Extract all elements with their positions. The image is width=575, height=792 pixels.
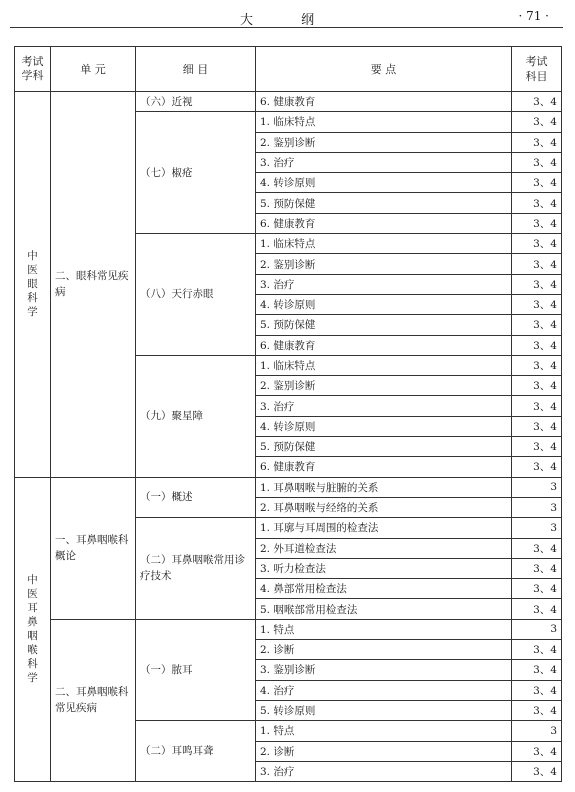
col-header-subject: 考试学科 bbox=[15, 47, 51, 92]
exam-code-cell: 3、4 bbox=[512, 558, 562, 578]
point-cell: 1. 特点 bbox=[256, 619, 512, 639]
exam-code-cell: 3、4 bbox=[512, 437, 562, 457]
exam-code-cell: 3、4 bbox=[512, 761, 562, 781]
point-cell: 1. 耳廓与耳周围的检查法 bbox=[256, 518, 512, 538]
exam-code-cell: 3、4 bbox=[512, 234, 562, 254]
unit-cell: 二、眼科常见疾病 bbox=[51, 92, 136, 478]
exam-code-cell: 3、4 bbox=[512, 741, 562, 761]
exam-code-cell: 3、4 bbox=[512, 112, 562, 132]
point-cell: 4. 治疗 bbox=[256, 680, 512, 700]
subject-cell bbox=[15, 477, 51, 781]
unit-cell: 一、耳鼻咽喉科概论 bbox=[51, 477, 136, 619]
detail-cell: （一）概述 bbox=[136, 477, 256, 518]
point-cell: 2. 诊断 bbox=[256, 741, 512, 761]
unit-cell: 二、耳鼻咽喉科常见疾病 bbox=[51, 619, 136, 781]
exam-code-cell: 3、4 bbox=[512, 680, 562, 700]
col-header-detail: 细 目 bbox=[136, 47, 256, 92]
detail-cell: （二）耳鸣耳聋 bbox=[136, 721, 256, 782]
exam-code-cell: 3、4 bbox=[512, 396, 562, 416]
detail-cell: （九）聚星障 bbox=[136, 355, 256, 477]
exam-code-cell: 3、4 bbox=[512, 660, 562, 680]
point-cell: 3. 治疗 bbox=[256, 396, 512, 416]
col-header-unit: 单 元 bbox=[51, 47, 136, 92]
exam-code-cell: 3、4 bbox=[512, 173, 562, 193]
exam-code-cell: 3、4 bbox=[512, 376, 562, 396]
exam-code-cell: 3、4 bbox=[512, 315, 562, 335]
exam-code-cell: 3 bbox=[512, 518, 562, 538]
point-cell: 1. 耳鼻咽喉与脏腑的关系 bbox=[256, 477, 512, 497]
point-cell: 1. 临床特点 bbox=[256, 234, 512, 254]
detail-cell: （七）椒疮 bbox=[136, 112, 256, 234]
point-cell: 5. 预防保健 bbox=[256, 315, 512, 335]
point-cell: 5. 预防保健 bbox=[256, 193, 512, 213]
exam-code-cell: 3、4 bbox=[512, 416, 562, 436]
table-row bbox=[15, 619, 562, 639]
exam-code-cell: 3、4 bbox=[512, 213, 562, 233]
exam-code-cell: 3、4 bbox=[512, 700, 562, 720]
point-cell: 1. 临床特点 bbox=[256, 355, 512, 375]
point-cell: 4. 鼻部常用检查法 bbox=[256, 579, 512, 599]
col-header-points: 要 点 bbox=[256, 47, 512, 92]
table-row bbox=[15, 477, 562, 497]
point-cell: 6. 健康教育 bbox=[256, 457, 512, 477]
point-cell: 2. 鉴别诊断 bbox=[256, 254, 512, 274]
exam-code-cell: 3 bbox=[512, 477, 562, 497]
page-number: · 71 · bbox=[518, 9, 549, 23]
exam-code-cell: 3、4 bbox=[512, 579, 562, 599]
exam-code-cell: 3、4 bbox=[512, 294, 562, 314]
exam-code-cell: 3、4 bbox=[512, 92, 562, 112]
detail-cell: （二）耳鼻咽喉常用诊疗技术 bbox=[136, 518, 256, 619]
exam-code-cell: 3、4 bbox=[512, 355, 562, 375]
page-header bbox=[10, 6, 563, 28]
subject-cell bbox=[15, 92, 51, 478]
exam-code-cell: 3 bbox=[512, 497, 562, 517]
point-cell: 1. 临床特点 bbox=[256, 112, 512, 132]
point-cell: 5. 预防保健 bbox=[256, 437, 512, 457]
exam-code-cell: 3、4 bbox=[512, 335, 562, 355]
exam-code-cell: 3、4 bbox=[512, 193, 562, 213]
subject-label: 中医耳鼻咽喉科学 bbox=[27, 573, 38, 684]
detail-cell: （六）近视 bbox=[136, 92, 256, 112]
exam-code-cell: 3、4 bbox=[512, 599, 562, 619]
point-cell: 3. 治疗 bbox=[256, 274, 512, 294]
exam-code-cell: 3、4 bbox=[512, 457, 562, 477]
point-cell: 5. 转诊原则 bbox=[256, 700, 512, 720]
exam-code-cell: 3、4 bbox=[512, 538, 562, 558]
exam-code-cell: 3、4 bbox=[512, 132, 562, 152]
point-cell: 2. 鉴别诊断 bbox=[256, 376, 512, 396]
exam-code-cell: 3 bbox=[512, 619, 562, 639]
table-row bbox=[15, 92, 562, 112]
exam-code-cell: 3、4 bbox=[512, 254, 562, 274]
point-cell: 4. 转诊原则 bbox=[256, 173, 512, 193]
point-cell: 6. 健康教育 bbox=[256, 335, 512, 355]
point-cell: 2. 外耳道检查法 bbox=[256, 538, 512, 558]
syllabus-table bbox=[14, 46, 562, 782]
point-cell: 3. 治疗 bbox=[256, 152, 512, 172]
exam-code-cell: 3 bbox=[512, 721, 562, 741]
point-cell: 2. 耳鼻咽喉与经络的关系 bbox=[256, 497, 512, 517]
detail-cell: （一）脓耳 bbox=[136, 619, 256, 720]
point-cell: 3. 听力检查法 bbox=[256, 558, 512, 578]
point-cell: 4. 转诊原则 bbox=[256, 416, 512, 436]
point-cell: 3. 鉴别诊断 bbox=[256, 660, 512, 680]
point-cell: 1. 特点 bbox=[256, 721, 512, 741]
subject-label: 中医眼科学 bbox=[27, 249, 38, 318]
point-cell: 4. 转诊原则 bbox=[256, 294, 512, 314]
col-header-code: 考试科目 bbox=[512, 47, 562, 92]
table-header-row bbox=[15, 47, 562, 92]
point-cell: 3. 治疗 bbox=[256, 761, 512, 781]
header-rule bbox=[10, 27, 563, 28]
exam-code-cell: 3、4 bbox=[512, 152, 562, 172]
point-cell: 6. 健康教育 bbox=[256, 92, 512, 112]
detail-cell: （八）天行赤眼 bbox=[136, 234, 256, 356]
point-cell: 2. 诊断 bbox=[256, 640, 512, 660]
exam-code-cell: 3、4 bbox=[512, 274, 562, 294]
page-title: 大 纲 bbox=[240, 13, 337, 28]
exam-code-cell: 3、4 bbox=[512, 640, 562, 660]
point-cell: 6. 健康教育 bbox=[256, 213, 512, 233]
point-cell: 5. 咽喉部常用检查法 bbox=[256, 599, 512, 619]
point-cell: 2. 鉴别诊断 bbox=[256, 132, 512, 152]
